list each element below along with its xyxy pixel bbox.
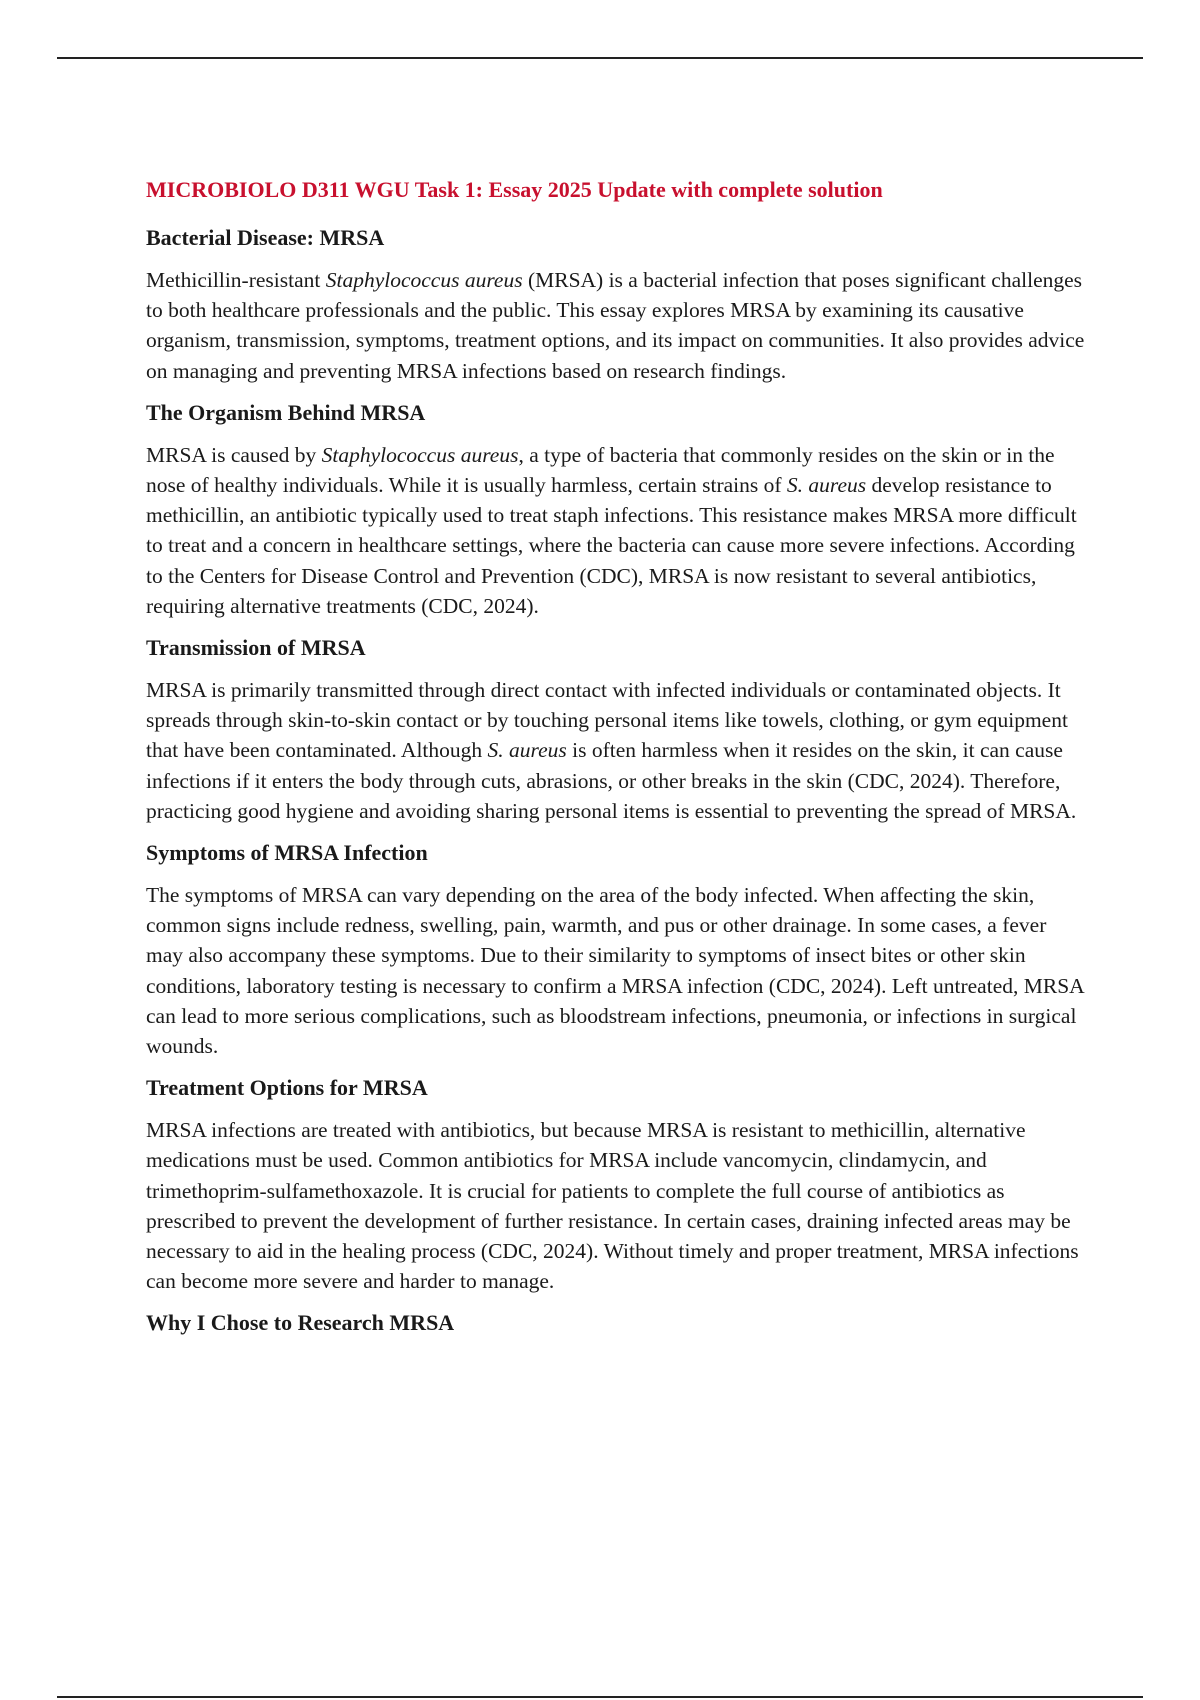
italic-run: Staphylococcus aureus (321, 442, 519, 467)
section-why-research (146, 1308, 1086, 1338)
section-paragraph (146, 440, 1086, 621)
top-rule (57, 57, 1143, 59)
section-paragraph (146, 880, 1086, 1061)
section-treatment (146, 1073, 1086, 1296)
section-paragraph (146, 675, 1086, 826)
document-title: MICROBIOLO D311 WGU Task 1: Essay 2025 Update with complete solution (146, 177, 883, 202)
text-run: MRSA infections are treated with antibiotics, but because MRSA is resistant to methicillin, alternative medications must be used. Common antibiotics for MRSA include vancomycin, clindamycin, and trimethoprim-sulfamethoxazole. It is crucial for patients to complete the full course of antibiotics as prescribed to prevent the development of further resistance. In certain cases, draining infected areas may be necessary to aid in the healing process (CDC, 2024). Without timely and proper treatment, MRSA infections can become more severe and harder to manage. (146, 1118, 1079, 1294)
section-paragraph (146, 265, 1086, 386)
document-body (146, 175, 1086, 1350)
section-heading: The Organism Behind MRSA (146, 399, 426, 425)
text-run: The symptoms of MRSA can vary depending on the area of the body infected. When affecting the skin, common signs include redness, swelling, pain, warmth, and pus or other drainage. In some cases, a fever may also accompany these symptoms. Due to their similarity to symptoms of insect bites or other skin conditions, laboratory testing is necessary to confirm a MRSA infection (CDC, 2024). Left untreated, MRSA can lead to more serious complications, such as bloodstream infections, pneumonia, or infections in surgical wounds. (146, 883, 1084, 1059)
text-run: MRSA is primarily transmitted through direct contact with infected individuals or contaminated objects. It spreads through skin-to-skin contact or by touching personal items like towels, clothing, or gym equipment that have been contaminated. Although (146, 678, 1068, 763)
section-heading: Transmission of MRSA (146, 635, 366, 661)
text-run: , a type of bacteria that commonly resides on the skin or in the nose of healthy individuals. While it is usually harmless, certain strains of (146, 442, 1055, 498)
italic-run: S. aureus (786, 473, 867, 498)
section-bacterial-disease (146, 223, 1086, 386)
italic-run: S. aureus (487, 738, 567, 763)
section-heading: Symptoms of MRSA Infection (146, 840, 428, 866)
section-heading: Why I Chose to Research MRSA (146, 1310, 455, 1336)
italic-run: Staphylococcus aureus (325, 268, 523, 292)
section-heading: Treatment Options for MRSA (146, 1075, 428, 1101)
section-heading: Bacterial Disease: MRSA (146, 225, 385, 250)
bottom-rule (57, 1696, 1143, 1698)
section-paragraph (146, 1115, 1086, 1296)
section-transmission (146, 633, 1086, 826)
section-organism (146, 398, 1086, 621)
text-run: (MRSA) is a bacterial infection that poses significant challenges to both healthcare professionals and the public. This essay explores MRSA by examining its causative organism, transmission, symptoms, treatment options, and its impact on communities. It also provides advice on managing and preventing MRSA infections based on research findings. (146, 268, 1085, 383)
text-run: is often harmless when it resides on the skin, it can cause infections if it enters the body through cuts, abrasions, or other breaks in the skin (CDC, 2024). Therefore, practicing good hygiene and avoiding sharing personal items is essential to preventing the spread of MRSA. (146, 738, 1077, 823)
section-symptoms (146, 838, 1086, 1061)
text-run: MRSA is caused by (146, 442, 322, 467)
text-run: Methicillin-resistant (146, 268, 326, 292)
text-run: develop resistance to methicillin, an antibiotic typically used to treat staph infections. This resistance makes MRSA more difficult to treat and a concern in healthcare settings, where the bacteria can cause more severe infections. According to the Centers for Disease Control and Prevention (CDC), MRSA is now resistant to several antibiotics, requiring alternative treatments (CDC, 2024). (146, 473, 1077, 618)
